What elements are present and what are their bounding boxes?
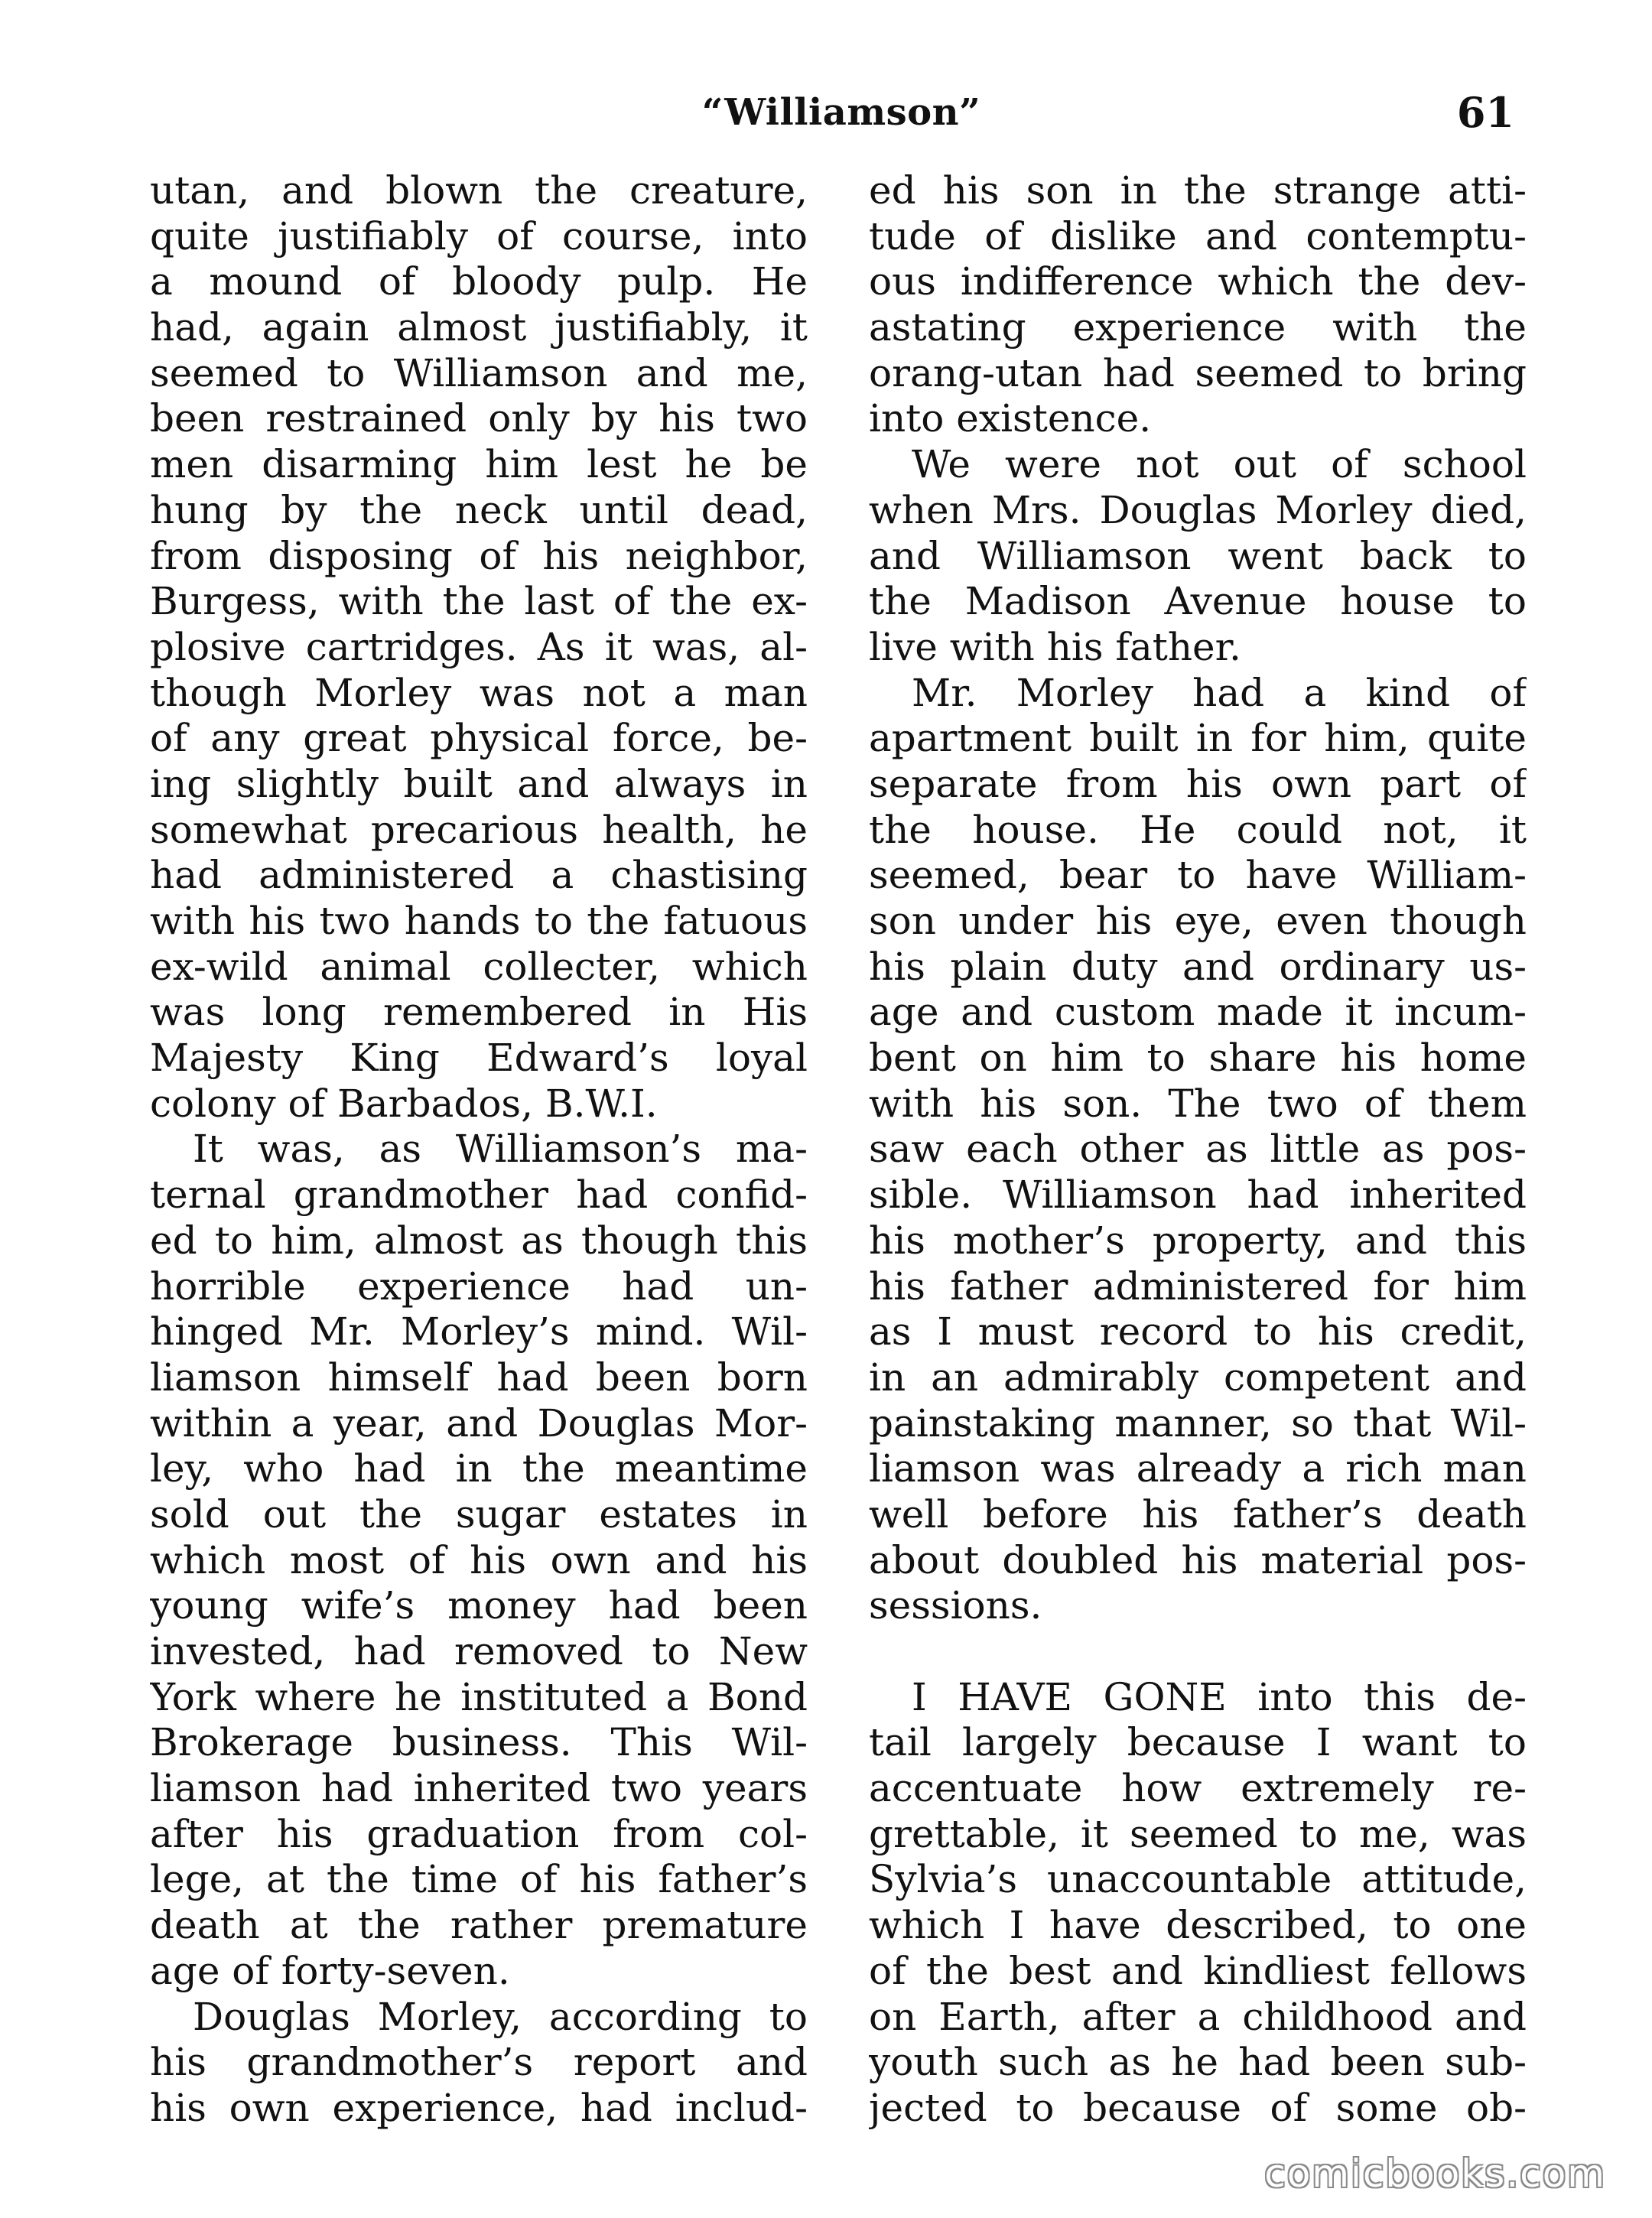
text-line: in an admirably competent and [869,1355,1527,1400]
text-line: astating experience with the [869,305,1527,350]
text-line: of any great physical force, be- [150,716,808,761]
text-line: about doubled his material pos- [869,1537,1527,1582]
text-line: which I have described, to one [869,1903,1527,1948]
text-line: invested, had removed to New [150,1629,808,1673]
text-line: of the best and kindliest fellows [869,1948,1527,1993]
text-line: hinged Mr. Morley’s mind. Wil- [150,1309,808,1355]
text-line: seemed to Williamson and me, [150,350,808,395]
text-line: and Williamson went back to [869,533,1527,578]
text-line: Sylvia’s unaccountable attitude, [869,1857,1527,1902]
text-line: colony of Barbados, B.W.I. [150,1081,658,1126]
text-line: was long remembered in His [150,990,808,1035]
text-line: hung by the neck until dead, [150,487,808,532]
text-line: Mr. Morley had a kind of [912,670,1527,715]
text-line: Majesty King Edward’s loyal [150,1036,808,1081]
text-line: men disarming him lest he be [150,442,808,487]
text-line: the Madison Avenue house to [869,579,1527,624]
text-line: liamson himself had been born [150,1355,808,1400]
text-line: his mother’s property, and this [869,1218,1527,1263]
text-line: liamson had inherited two years [150,1766,808,1811]
text-line: tail largely because I want to [869,1720,1527,1765]
text-line: ed his son in the strange atti- [869,168,1527,213]
text-line: well before his father’s death [869,1491,1527,1537]
text-line: tude of dislike and contemptu- [869,213,1527,259]
text-line: had administered a chastising [150,853,808,898]
text-line: I HAVE GONE into this de- [912,1674,1527,1719]
text-line: ley, who had in the meantime [150,1446,808,1491]
text-line: as I must record to his credit, [869,1309,1527,1355]
text-line: Burgess, with the last of the ex- [150,579,808,624]
text-line: had, again almost justifiably, it [150,305,808,350]
text-line: It was, as Williamson’s ma- [193,1127,808,1172]
running-title: “Williamson” [701,91,981,134]
section-break [869,1629,1527,1675]
text-line: been restrained only by his two [150,396,808,441]
text-line: when Mrs. Douglas Morley died, [869,487,1527,532]
text-line: with his son. The two of them [869,1081,1527,1126]
text-line: youth such as he had been sub- [869,2040,1527,2085]
text-line: his grandmother’s report and [150,2040,808,2085]
text-line: into existence. [869,396,1152,441]
text-line: sible. Williamson had inherited [869,1172,1527,1218]
text-line: his plain duty and ordinary us- [869,944,1527,989]
watermark: comicbooks.com [1264,2151,1606,2196]
text-line: sold out the sugar estates in [150,1491,808,1537]
text-line: his own experience, had includ- [150,2085,808,2130]
text-line: live with his father. [869,624,1241,669]
page-header [0,86,1652,147]
text-line: York where he instituted a Bond [150,1674,808,1719]
text-line: within a year, and Douglas Mor- [150,1400,808,1446]
text-line: ex-wild animal collecter, which [150,944,808,989]
text-line: We were not out of school [912,442,1527,487]
text-line: Brokerage business. This Wil- [150,1720,808,1765]
text-line: Douglas Morley, according to [193,1994,808,2039]
text-line: somewhat precarious health, he [150,807,808,852]
text-line: utan, and blown the creature, [150,168,808,213]
text-line: seemed, bear to have William- [869,853,1527,898]
text-line: ed to him, almost as though this [150,1218,808,1263]
text-line: ternal grandmother had confid- [150,1172,808,1218]
text-line: jected to because of some ob- [869,2085,1527,2130]
text-line: quite justifiably of course, into [150,213,808,259]
text-line: death at the rather premature [150,1903,808,1948]
page-number: 61 [1456,88,1514,137]
text-line: apartment built in for him, quite [869,716,1527,761]
text-line: age of forty-seven. [150,1948,510,1993]
text-line: on Earth, after a childhood and [869,1994,1527,2039]
text-line: after his graduation from col- [150,1811,808,1856]
text-line: his father administered for him [869,1263,1527,1309]
text-line: liamson was already a rich man [869,1446,1527,1491]
text-line: painstaking manner, so that Wil- [869,1400,1527,1446]
text-column-right [869,168,1527,2132]
text-line: lege, at the time of his father’s [150,1857,808,1902]
text-line: accentuate how extremely re- [869,1766,1527,1811]
text-line: though Morley was not a man [150,670,808,715]
text-column-left [150,168,808,2132]
text-line: horrible experience had un- [150,1263,808,1309]
text-line: bent on him to share his home [869,1036,1527,1081]
text-line: plosive cartridges. As it was, al- [150,624,808,669]
text-line: separate from his own part of [869,761,1527,806]
text-line: grettable, it seemed to me, was [869,1811,1527,1856]
text-line: saw each other as little as pos- [869,1127,1527,1172]
text-line: ing slightly built and always in [150,761,808,806]
text-line: with his two hands to the fatuous [150,899,808,943]
text-line: ous indifference which the dev- [869,259,1527,304]
text-line: from disposing of his neighbor, [150,533,808,578]
text-line: a mound of bloody pulp. He [150,259,808,304]
text-line: age and custom made it incum- [869,990,1527,1035]
text-line: the house. He could not, it [869,807,1527,852]
text-line: young wife’s money had been [150,1583,808,1628]
text-line: son under his eye, even though [869,899,1527,943]
text-line: sessions. [869,1583,1042,1628]
text-line: orang-utan had seemed to bring [869,350,1527,395]
text-line: which most of his own and his [150,1537,808,1582]
